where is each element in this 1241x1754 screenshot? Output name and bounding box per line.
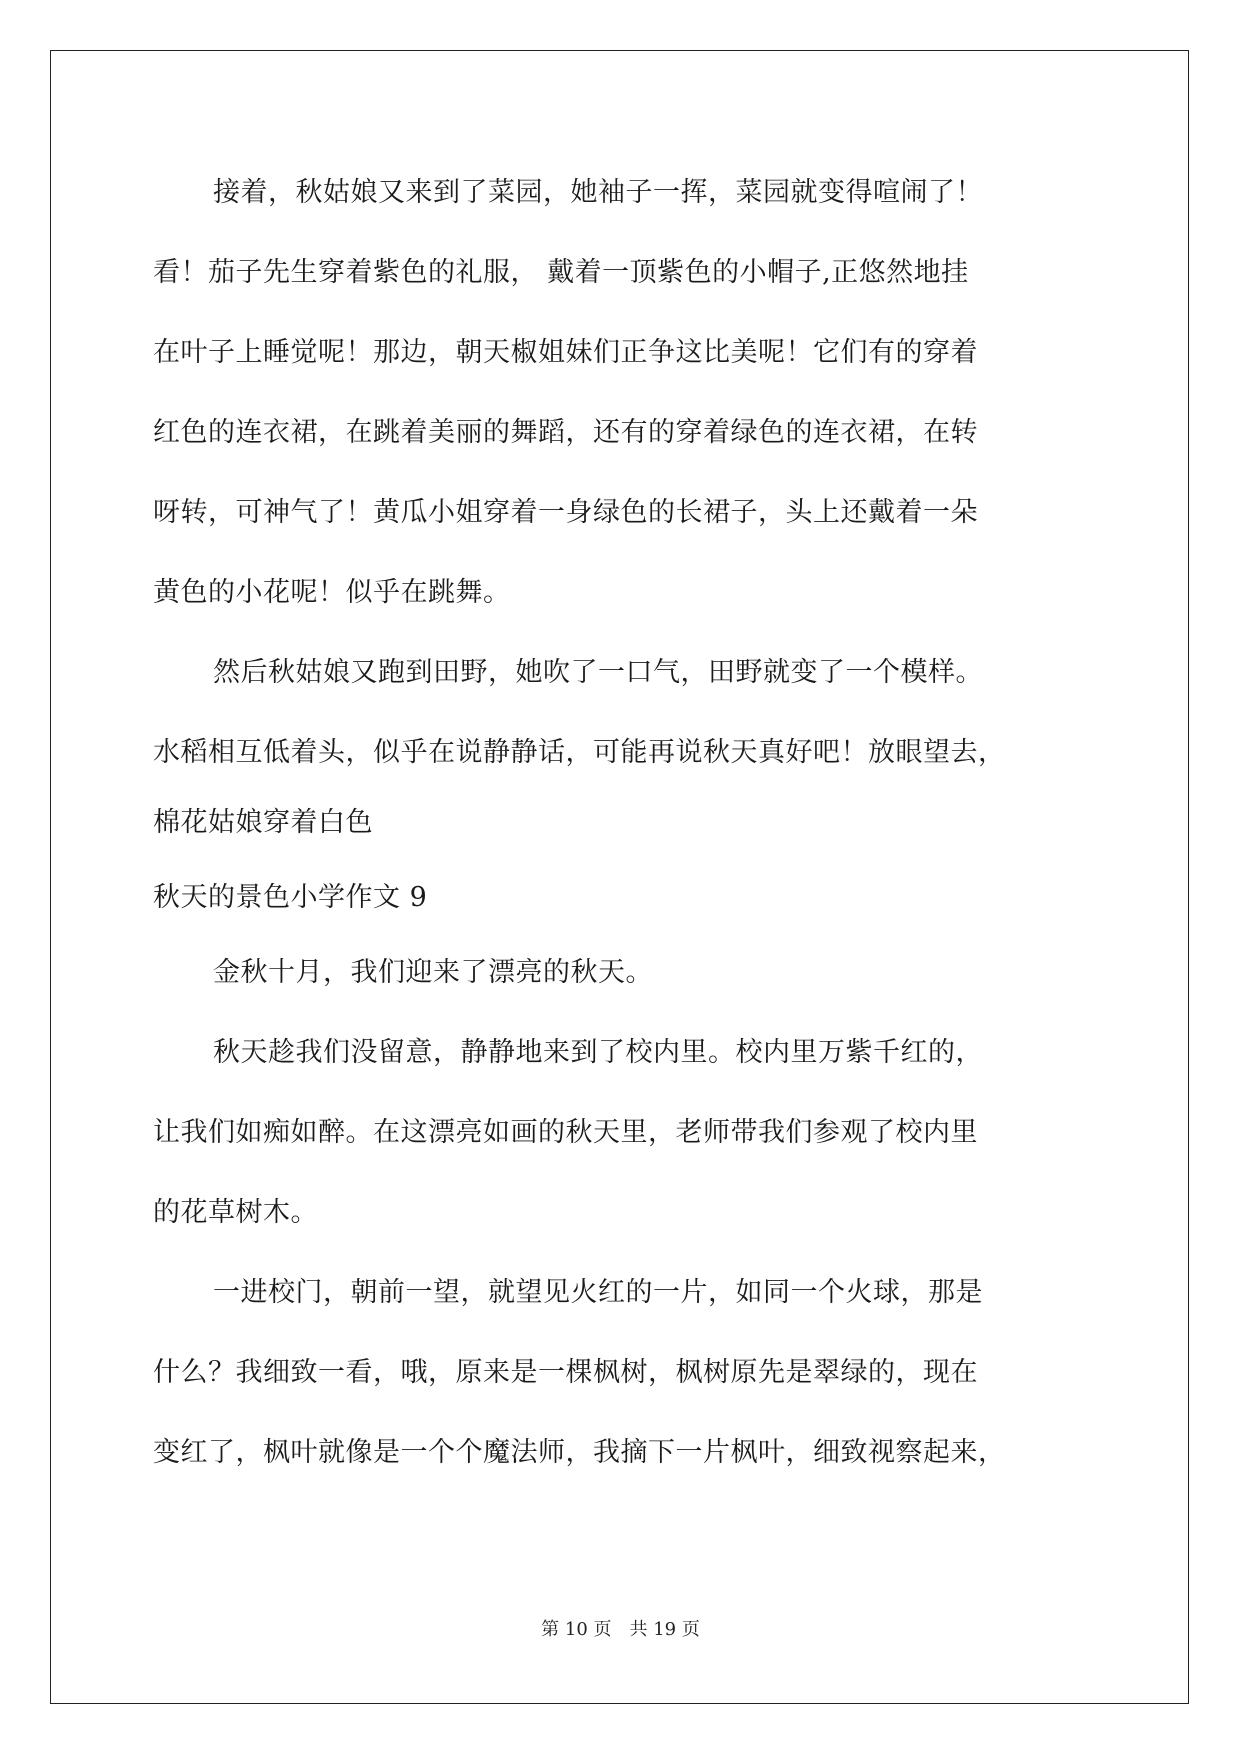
text-line: 然后秋姑娘又跑到田野，她吹了一口气，田野就变了一个模样。 [213, 657, 983, 688]
text-line: 棉花姑娘穿着白色 [153, 807, 373, 838]
text-line: 的花草树木。 [153, 1197, 318, 1228]
page-number: 第 10 页 共 19 页 [541, 1619, 700, 1640]
text-line: 接着，秋姑娘又来到了菜园，她袖子一挥，菜园就变得喧闹了！ [213, 177, 983, 208]
text-line: 让我们如痴如醉。在这漂亮如画的秋天里，老师带我们参观了校内里 [153, 1117, 978, 1148]
text-line: 一进校门，朝前一望，就望见火红的一片，如同一个火球，那是 [213, 1277, 983, 1308]
text-line: 红色的连衣裙，在跳着美丽的舞蹈，还有的穿着绿色的连衣裙，在转 [153, 417, 978, 448]
text-line: 什么？我细致一看，哦，原来是一棵枫树，枫树原先是翠绿的，现在 [153, 1357, 978, 1388]
text-line: 在叶子上睡觉呢！那边，朝天椒姐妹们正争这比美呢！它们有的穿着 [153, 337, 978, 368]
text-line: 变红了，枫叶就像是一个个魔法师，我摘下一片枫叶，细致视察起来， [153, 1437, 1006, 1468]
text-line: 金秋十月，我们迎来了漂亮的秋天。 [213, 957, 653, 988]
text-line: 秋天趁我们没留意，静静地来到了校内里。校内里万紫千红的， [213, 1037, 983, 1068]
text-line: 看！茄子先生穿着紫色的礼服， 戴着一顶紫色的小帽子,正悠然地挂 [153, 257, 969, 288]
text-line: 呀转，可神气了！黄瓜小姐穿着一身绿色的长裙子，头上还戴着一朵 [153, 497, 978, 528]
text-line: 黄色的小花呢！似乎在跳舞。 [153, 577, 511, 608]
section-heading: 秋天的景色小学作文 9 [153, 882, 428, 913]
text-line: 水稻相互低着头，似乎在说静静话，可能再说秋天真好吧！放眼望去， [153, 737, 1006, 768]
